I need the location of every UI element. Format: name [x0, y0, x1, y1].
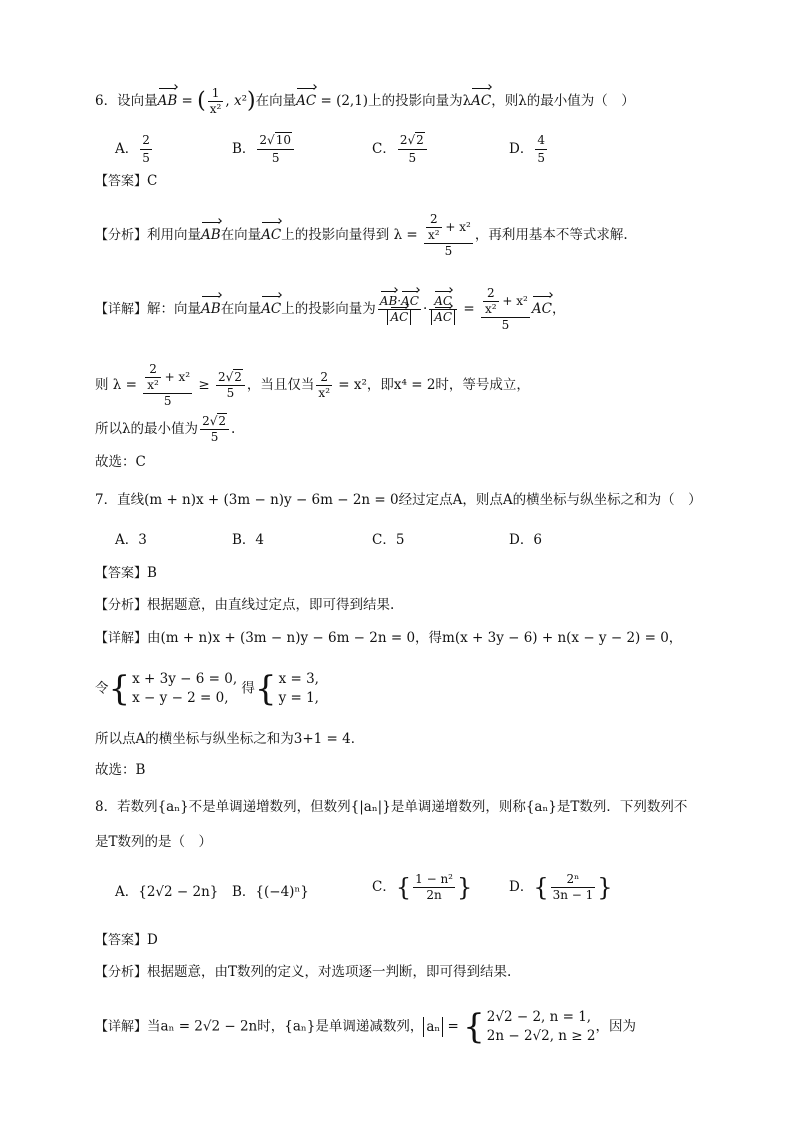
- q7-option-a[interactable]: A．3: [115, 532, 147, 548]
- left-brace: {: [463, 1007, 485, 1047]
- lambda-fraction: $\frac{2}{\text{x²}}$ + x² 5: [424, 212, 473, 259]
- vector-ac: AC: [531, 301, 552, 317]
- q7-analysis: 【分析】根据题意，由直线过定点，即可得到结果.: [95, 597, 395, 613]
- q8-option-d[interactable]: D．{ $\frac{\text{2ⁿ}}{3n - 1}$ }: [509, 872, 613, 902]
- fraction-one-over-x2: $\frac{1}{\text{x²}}$: [209, 86, 222, 116]
- vector-ac: AC: [261, 301, 282, 317]
- option-c-fraction: $\frac{\text{1 − n²}}{2n}$: [415, 872, 453, 902]
- vector-ac: AC: [296, 93, 317, 109]
- q6-option-b[interactable]: B． $\frac{2√10}{5}$: [232, 132, 296, 167]
- q6-inequality: 则 λ = $\frac{2}{\text{x²}}$ + x² 5 ≥ $\frac{2√2}{5}$ ，当且仅当 $\frac{2}{\text{x²}}$ = x²，即x⁴ = 2时，等号成立，: [95, 362, 530, 408]
- unit-vector: $\frac{AC}{AC}$: [429, 294, 457, 325]
- option-b-value: $\frac{2√10}{5}$: [257, 132, 294, 167]
- q6-stem: 6．设向量AB = ( $\frac{1}{\text{x²}}$ , x²)在向量AC = (2,1)上的投影向量为λAC，则λ的最小值为（ ）: [95, 86, 635, 116]
- q7-pick: 故选：B: [95, 762, 146, 778]
- inequality-lhs: $\frac{2}{\text{x²}}$ + x² 5: [143, 362, 192, 409]
- piecewise-cases: 2√2 − 2, n = 1, 2n − 2√2, n ≥ 2: [486, 1009, 596, 1044]
- min-value: $\frac{2√2}{5}$: [200, 414, 229, 445]
- left-brace: {: [108, 669, 131, 709]
- q8-option-c[interactable]: C．{ $\frac{\text{1 − n²}}{2n}$ }: [372, 872, 473, 902]
- equality-condition: $\frac{2}{\text{x²}}$: [318, 370, 330, 400]
- q7-answer: 【答案】B: [95, 565, 157, 581]
- q6-conclusion: 所以λ的最小值为 $\frac{2√2}{5}$ .: [95, 414, 236, 444]
- q8-stem-line2: 是T数列的是（ ）: [95, 834, 213, 850]
- q6-detail: 【详解】解：向量AB在向量AC上的投影向量为 $\frac{AB\cdot AC}{AC}$ · $\frac{AC}{AC}$ = $\frac{2}{\text{x²}}$ + x² 5 AC，: [95, 286, 566, 332]
- q6-option-c[interactable]: C． $\frac{2√2}{5}$: [372, 132, 429, 167]
- q8-stem-line1: 8．若数列{aₙ}不是单调递增数列，但数列{|aₙ|}是单调递增数列，则称{aₙ}是T数列．下列数列不: [95, 799, 688, 815]
- q7-option-b[interactable]: B．4: [232, 532, 265, 548]
- vector-ac: AC: [261, 227, 282, 243]
- q7-detail: 【详解】由(m + n)x + (3m − n)y − 6m − 2n = 0，得m(x + 3y − 6) + n(x − y − 2) = 0，: [95, 630, 683, 646]
- q7-stem: 7．直线(m + n)x + (3m − n)y − 6m − 2n = 0经过定点A，则点A的横坐标与纵坐标之和为（ ）: [95, 492, 702, 508]
- projection-result: $\frac{2}{\text{x²}}$ + x² 5: [481, 286, 530, 333]
- q7-option-c[interactable]: C．5: [372, 532, 405, 548]
- vector-ac: AC: [471, 93, 492, 109]
- q6-analysis: 【分析】利用向量AB在向量AC上的投影向量得到 λ = $\frac{2}{\text{x²}}$ + x² 5 ，再利用基本不等式求解.: [95, 212, 628, 258]
- option-d-fraction: $\frac{\text{2ⁿ}}{3n - 1}$: [552, 872, 594, 902]
- q6-pick: 故选：C: [95, 454, 146, 470]
- q8-detail: 【详解】当aₙ = 2√2 − 2n时，{aₙ}是单调递减数列， aₙ = { 2√2 − 2, n = 1, 2n − 2√2, n ≥ 2，因为: [95, 1007, 636, 1047]
- q6-option-d[interactable]: D． $\frac{4}{5}$: [509, 133, 545, 165]
- projection-scalar: $\frac{AB\cdot AC}{AC}$: [379, 294, 419, 324]
- q7-option-d[interactable]: D．6: [509, 532, 542, 548]
- q7-conclusion: 所以点A的横坐标与纵坐标之和为3+1 = 4．: [95, 731, 365, 747]
- q7-system: 令{ x + 3y − 6 = 0, x − y − 2 = 0, 得{ x = 3, y = 1,: [95, 669, 319, 709]
- solution-system: x = 3, y = 1,: [278, 671, 319, 706]
- q8-option-a[interactable]: A．{2√2 − 2n}: [115, 884, 219, 900]
- q8-analysis: 【分析】根据题意，由T数列的定义，对选项逐一判断，即可得到结果.: [95, 964, 512, 980]
- q8-answer: 【答案】D: [95, 932, 158, 948]
- vector-ab: AB: [157, 93, 178, 109]
- option-d-value: $\frac{4}{5}$: [537, 133, 545, 165]
- vector-ab: AB: [201, 301, 221, 317]
- q6-option-a[interactable]: A． $\frac{2}{5}$: [115, 133, 150, 165]
- option-a-value: $\frac{2}{5}$: [142, 133, 150, 165]
- q6-answer: 【答案】C: [95, 173, 158, 189]
- q8-option-b[interactable]: B．{(−4)ⁿ}: [232, 884, 309, 900]
- left-brace: {: [254, 669, 277, 709]
- vector-ab: AB: [201, 227, 221, 243]
- equation-system: x + 3y − 6 = 0, x − y − 2 = 0,: [132, 671, 238, 706]
- inequality-rhs: $\frac{2√2}{5}$: [216, 370, 245, 401]
- abs-an: aₙ: [423, 1017, 443, 1037]
- option-c-value: $\frac{2√2}{5}$: [398, 132, 427, 167]
